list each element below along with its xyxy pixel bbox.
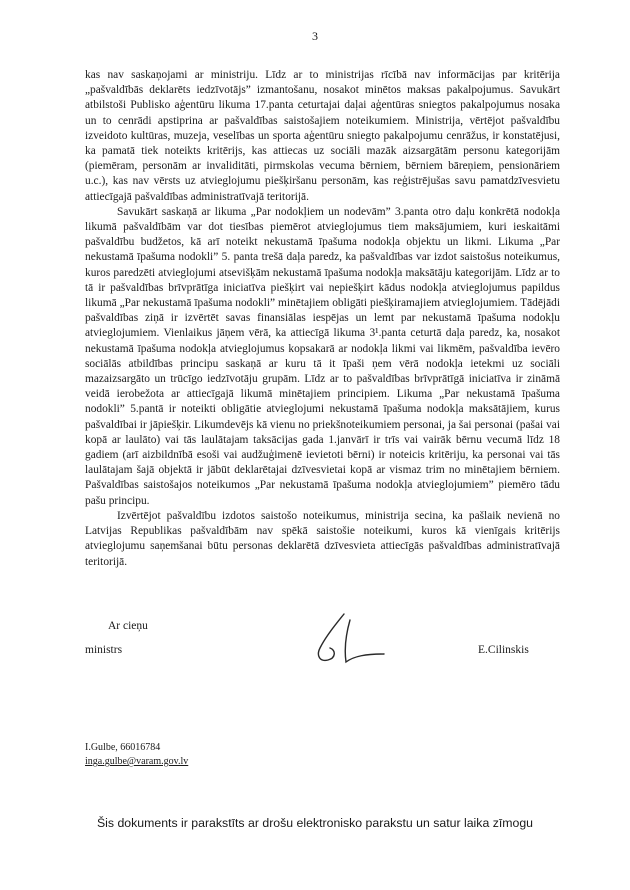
electronic-signature-notice: Šis dokuments ir parakstīts ar drošu elektronisko parakstu un satur laika zīmogu [96, 816, 534, 830]
letter-body [85, 68, 560, 570]
paragraph-3: Izvērtējot pašvaldību izdotos saistošo noteikumus, ministrija secina, ka pašlaik nevienā no Latvijas Republikas pašvaldībām nav spēkā saistošie noteikumi, kuros kā vienīgais kritērijs atvieglojumu saņemšanai būtu personas deklarētā dzīvesvieta attiecīgās pašvaldības administratīvajā teritorijā. [85, 509, 560, 568]
signature-stroke-1 [318, 614, 344, 660]
closing-greeting: Ar cieņu [108, 620, 148, 632]
page-number: 3 [312, 29, 318, 43]
signer-position: ministrs [85, 644, 123, 656]
signer-name: E.Cilinskis [478, 644, 529, 656]
paragraph-1: kas nav saskaņojami ar ministriju. Līdz ar to ministrijas rīcībā nav informācijas par kritērija „pašvaldībās deklarēts iedzīvotājs” izmantošanu, nosakot minētos maksas pakalpojumus. Savukārt atbilstoši Publisko aģentūru likuma 17.panta ceturtajai daļai aģentūras sniegtos pakalpojumus nosaka un to cenrādi apstiprina ar pašvaldības saistošajiem noteikumiem. Ministrija, vērtējot pašvaldību izveidoto kultūras, muzeja, veselības un sporta aģentūru sniegto pakalpojumu cenrāžus, ir konstatējusi, ka pamatā tiek noteikts kritērijs, kas attiecas uz sociāli mazāk aizsargātām personu kategorijām (piemēram, personām ar invaliditāti, pirmskolas vecuma bērniem, bērniem bāreņiem, pensionāriem u.c.), kas nav vērsts uz atvieglojumu piešķiršanu personām, kas reģistrējušas savu pamatdzīvesvietu attiecīgajā pašvaldības administratīvajā teritorijā. [85, 69, 560, 203]
handwritten-signature [310, 610, 390, 670]
contact-name-phone: I.Gulbe, 66016784 [85, 742, 161, 753]
signature-stroke-2 [345, 620, 384, 662]
contact-email-link[interactable]: inga.gulbe@varam.gov.lv [85, 756, 189, 767]
paragraph-2: Savukārt saskaņā ar likuma „Par nodokļiem un nodevām” 3.panta otro daļu konkrētā nodokļa likumā pašvaldībām var dot tiesības piemērot atvieglojumus tiem maksājumiem, kuri ieskaitāmi pašvaldību budžetos, kā arī noteikt nekustamā īpašuma nodokļa objektu un likmi. Likuma „Par nekustamā īpašuma nodokli” 5. panta trešā daļa paredz, ka pašvaldības var izdot saistošus noteikumus, kuros paredzēti atvieglojumi atsevišķām nekustamā īpašuma nodokļa maksātāju kategorijām. Līdz ar to tā ir pašvaldības brīvprātīga iniciatīva piešķirt vai nepiešķirt kādus nodokļa atvieglojumus papildus likumā „Par nekustamā īpašuma nodokli” minētajiem obligāti piešķiramajiem atvieglojumiem. Tādējādi pašvaldības ziņā ir izvērtēt savas finansiālas iespējas un lemt par nekustamā īpašuma nodokļu atvieglojumiem. Vienlaikus jāņem vērā, ka attiecīgā likuma 3¹.panta ceturtā daļa paredz, ka, nosakot nekustamā īpašuma nodokļa atvieglojumus kopsakarā ar nodokļa likmi vai likmēm, pašvaldība ievēro sociālās atbildības principu saskaņā ar kuru tā it īpaši ņem vērā nodokļa ietekmi uz sociāli mazaizsargāto un trūcīgo iedzīvotāju grupām. Līdz ar to pašvaldības brīvprātīgā iniciatīva ir zināmā veidā ierobežota ar attiecīgajā likumā minētajiem principiem. Likuma „Par nekustamā īpašuma nodokli” 5.pantā ir noteikti obligātie atvieglojumi nekustamā īpašuma nodokļa maksātājiem, kurus pašvaldībai ir jāpiešķir. Likumdevējs kā vienu no priekšnoteikumiem personai, ja šai personai (pašai vai kopā ar laulāto) vai tās laulātajam taksācijas gada 1.janvārī ir trīs vai vairāk bērnu vecumā līdz 18 gadiem (arī aizbildnībā esoši vai audžuģimenē ievietoti bērni) ir noteicis kritēriju, ka personai vai tās laulātajam šajā objektā ir jābūt deklarētajai dzīvesvietai kopā ar vismaz trim no minētajiem bērniem. Pašvaldības saistošajos noteikumos „Par nekustamā īpašuma nodokļa atvieglojumiem” piemēro tādu pašu principu. [85, 205, 560, 507]
